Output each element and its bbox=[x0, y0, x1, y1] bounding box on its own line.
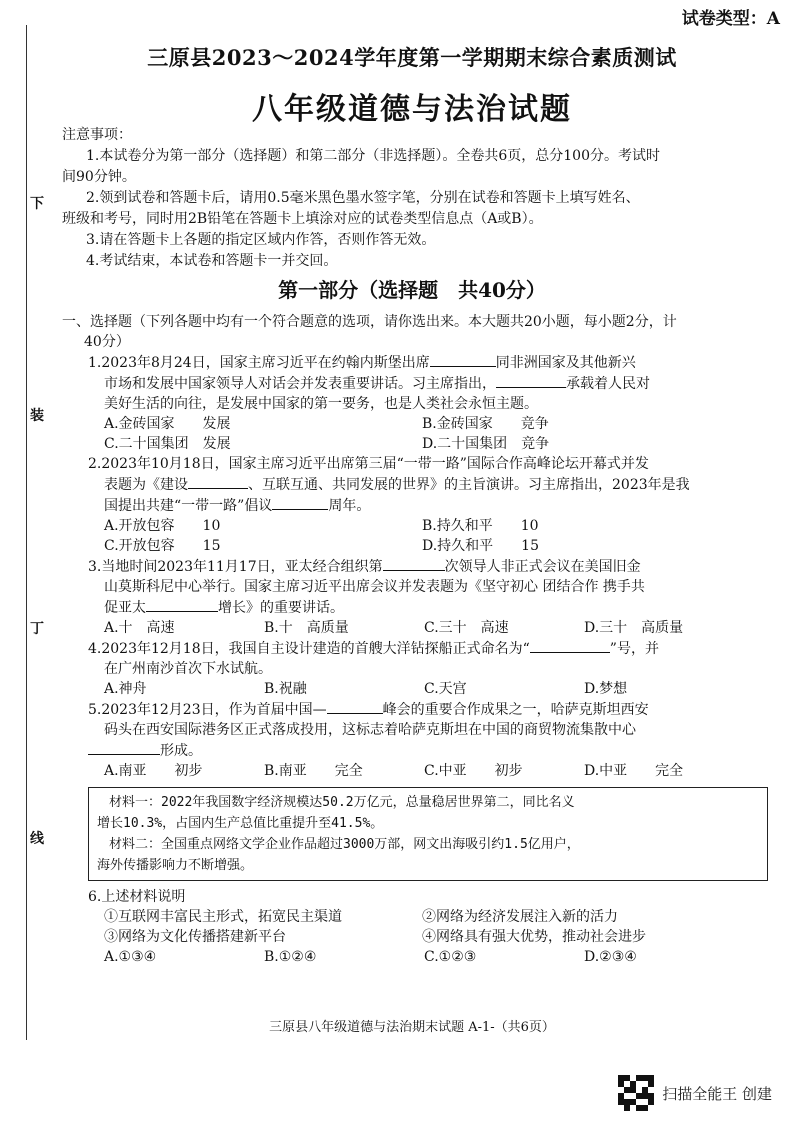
options bbox=[104, 761, 770, 781]
question-stem bbox=[62, 556, 770, 618]
option-a: A.金砖国家 发展 bbox=[104, 416, 231, 432]
answer-blank bbox=[88, 740, 104, 755]
option-d: D.三十 高质量 bbox=[584, 620, 684, 636]
binding-char-xian: 线 bbox=[30, 828, 44, 848]
part1-title: 第一部分（选择题 共40分） bbox=[278, 278, 546, 302]
option-c: C.三十 高速 bbox=[424, 620, 509, 636]
statement-item: ②网络为经济发展注入新的活力 bbox=[422, 909, 618, 925]
note-line: 2.领到试卷和答题卡后，请用0.5毫米黑色墨水签字笔，分别在试卷和答题卡上填写姓名、 bbox=[86, 190, 640, 206]
question-1 bbox=[62, 352, 770, 454]
question-5 bbox=[62, 699, 770, 781]
note-line: 4.考试结束，本试卷和答题卡一并交回。 bbox=[86, 253, 338, 269]
option-c: C.中亚 初步 bbox=[424, 763, 523, 779]
binding-char-xia: 下 bbox=[30, 193, 44, 213]
qr-code-icon bbox=[618, 1075, 654, 1111]
option-a: A.①③④ bbox=[104, 949, 157, 965]
option-c: C.天宫 bbox=[424, 681, 467, 697]
stem-text: 码头在西安国际港务区正式落成投用，这标志着哈萨克斯坦在中国的商贸物流集散中心 bbox=[104, 722, 636, 738]
material-line: 增长10.3%，占国内生产总值比重提升至41.5%。 bbox=[97, 816, 384, 831]
options bbox=[104, 679, 770, 699]
stem-text: 1.2023年8月24日，国家主席习近平在约翰内斯堡出席 bbox=[88, 355, 430, 371]
question-stem bbox=[62, 454, 770, 516]
binding-line bbox=[26, 25, 27, 1040]
notes-title: 注意事项： bbox=[62, 127, 132, 143]
note-line: 班级和考号，同时用2B铅笔在答题卡上填涂对应的试卷类型信息点（A或B）。 bbox=[62, 211, 543, 227]
stem-text: 增长》的重要讲话。 bbox=[218, 600, 344, 616]
question-6 bbox=[62, 887, 770, 967]
stem-text: 、互联互通、共同发展的世界》的主旨演讲。习主席指出，2023年是我 bbox=[248, 477, 690, 493]
question-stem bbox=[62, 638, 770, 679]
watermark-text: 扫描全能王 创建 bbox=[662, 1084, 772, 1103]
answer-blank bbox=[104, 740, 160, 755]
stem-text: 次领导人非正式会议在美国旧金 bbox=[444, 559, 641, 575]
page-footer: 三原县八年级道德与法治期末试题 A-1-（共6页） bbox=[269, 1020, 555, 1035]
option-d: D.梦想 bbox=[584, 681, 628, 697]
answer-blank bbox=[430, 352, 496, 367]
material-line: 海外传播影响力不断增强。 bbox=[97, 858, 254, 873]
stem-text: 承载着人民对 bbox=[566, 376, 650, 392]
stem-text: 在广州南沙首次下水试航。 bbox=[104, 661, 272, 677]
stem-text: 市场和发展中国家领导人对话会并发表重要讲话。习主席指出， bbox=[104, 376, 496, 392]
stem-text: 表题为《建设 bbox=[104, 477, 188, 493]
question-3 bbox=[62, 556, 770, 638]
subject-title: 八年级道德与法治试题 bbox=[252, 92, 572, 127]
paper-type-label: 试卷类型：A bbox=[681, 9, 780, 29]
option-c: C.①②③ bbox=[424, 949, 477, 965]
notes-section bbox=[62, 125, 768, 272]
material-line: 材料一：2022年我国数字经济规模达50.2万亿元，总量稳居世界第二，同比名义 bbox=[109, 795, 575, 810]
binding-char-zhuang: 装 bbox=[30, 405, 44, 425]
scanner-watermark bbox=[618, 1075, 772, 1111]
option-a: A.十 高速 bbox=[104, 620, 175, 636]
options bbox=[104, 414, 770, 454]
question-stem bbox=[62, 699, 770, 761]
stem-text: 5.2023年12月23日，作为首届中国— bbox=[88, 702, 327, 718]
material-line: 材料二：全国重点网络文学企业作品超过3000万部，网文出海吸引约1.5亿用户， bbox=[109, 837, 580, 852]
exam-title: 三原县2023～2024学年度第一学期期末综合素质测试 bbox=[147, 45, 677, 70]
stem-text: 同非洲国家及其他新兴 bbox=[495, 355, 636, 371]
note-line: 3.请在答题卡上各题的指定区域内作答，否则作答无效。 bbox=[86, 232, 436, 248]
options bbox=[104, 516, 770, 556]
option-b: B.①②④ bbox=[264, 949, 317, 965]
stem-text: 4.2023年12月18日，我国自主设计建造的首艘大洋钻探船正式命名为“ bbox=[88, 641, 530, 657]
option-d: D.中亚 完全 bbox=[584, 763, 684, 779]
stem-text: 山莫斯科尼中心举行。国家主席习近平出席会议并发表题为《坚守初心 团结合作 携手共 bbox=[104, 579, 645, 595]
material-box bbox=[88, 787, 768, 881]
stem-text: 形成。 bbox=[160, 743, 202, 759]
option-b: B.持久和平 10 bbox=[422, 518, 539, 534]
note-line: 1.本试卷分为第一部分（选择题）和第二部分（非选择题）。全卷共6页，总分100分。考试时 bbox=[86, 148, 660, 164]
stem-text: 3.当地时间2023年11月17日，亚太经合组织第 bbox=[88, 559, 383, 575]
choice-section bbox=[62, 312, 770, 967]
question-4 bbox=[62, 638, 770, 699]
option-d: D.持久和平 15 bbox=[422, 538, 539, 554]
stem-text: 促亚太 bbox=[104, 600, 146, 616]
options bbox=[104, 947, 770, 967]
option-b: B.祝融 bbox=[264, 681, 307, 697]
stem-text: ”号，并 bbox=[609, 641, 659, 657]
option-d: D.②③④ bbox=[584, 949, 637, 965]
stem-text: 2.2023年10月18日，国家主席习近平出席第三届“一带一路”国际合作高峰论坛开幕式并发 bbox=[88, 456, 649, 472]
statement-item: ④网络具有强大优势，推动社会进步 bbox=[422, 929, 646, 945]
options bbox=[104, 618, 770, 638]
answer-blank bbox=[188, 474, 248, 489]
statement-items bbox=[104, 907, 770, 947]
statement-item: ①互联网丰富民主形式，拓宽民主渠道 bbox=[104, 909, 342, 925]
note-line: 间90分钟。 bbox=[62, 169, 136, 185]
answer-blank bbox=[146, 597, 218, 612]
answer-blank bbox=[383, 556, 445, 571]
statement-item: ③网络为文化传播搭建新平台 bbox=[104, 929, 286, 945]
question-2 bbox=[62, 454, 770, 556]
stem-text: 国提出共建“一带一路”倡议 bbox=[104, 498, 273, 514]
option-d: D.二十国集团 竞争 bbox=[422, 436, 550, 452]
option-a: A.神舟 bbox=[104, 681, 147, 697]
option-a: A.开放包容 10 bbox=[104, 518, 221, 534]
section-heading: 一、选择题（下列各题中均有一个符合题意的选项，请你选出来。本大题共20小题，每小题2分，计 bbox=[62, 314, 677, 330]
option-c: C.二十国集团 发展 bbox=[104, 436, 231, 452]
answer-blank bbox=[496, 373, 566, 388]
option-a: A.南亚 初步 bbox=[104, 763, 203, 779]
question-stem bbox=[62, 352, 770, 414]
stem-text: 周年。 bbox=[328, 498, 371, 514]
stem-text: 美好生活的向往，是发展中国家的第一要务，也是人类社会永恒主题。 bbox=[104, 396, 538, 412]
answer-blank bbox=[530, 638, 610, 653]
option-b: B.十 高质量 bbox=[264, 620, 349, 636]
option-b: B.金砖国家 竞争 bbox=[422, 416, 549, 432]
option-b: B.南亚 完全 bbox=[264, 763, 363, 779]
binding-char-ding: 丁 bbox=[30, 618, 44, 638]
question-stem: 6.上述材料说明 bbox=[88, 889, 186, 905]
stem-text: 峰会的重要合作成果之一，哈萨克斯坦西安 bbox=[382, 702, 649, 718]
answer-blank bbox=[272, 495, 328, 510]
option-c: C.开放包容 15 bbox=[104, 538, 221, 554]
answer-blank bbox=[327, 699, 383, 714]
section-heading-cont: 40分） bbox=[84, 334, 130, 350]
